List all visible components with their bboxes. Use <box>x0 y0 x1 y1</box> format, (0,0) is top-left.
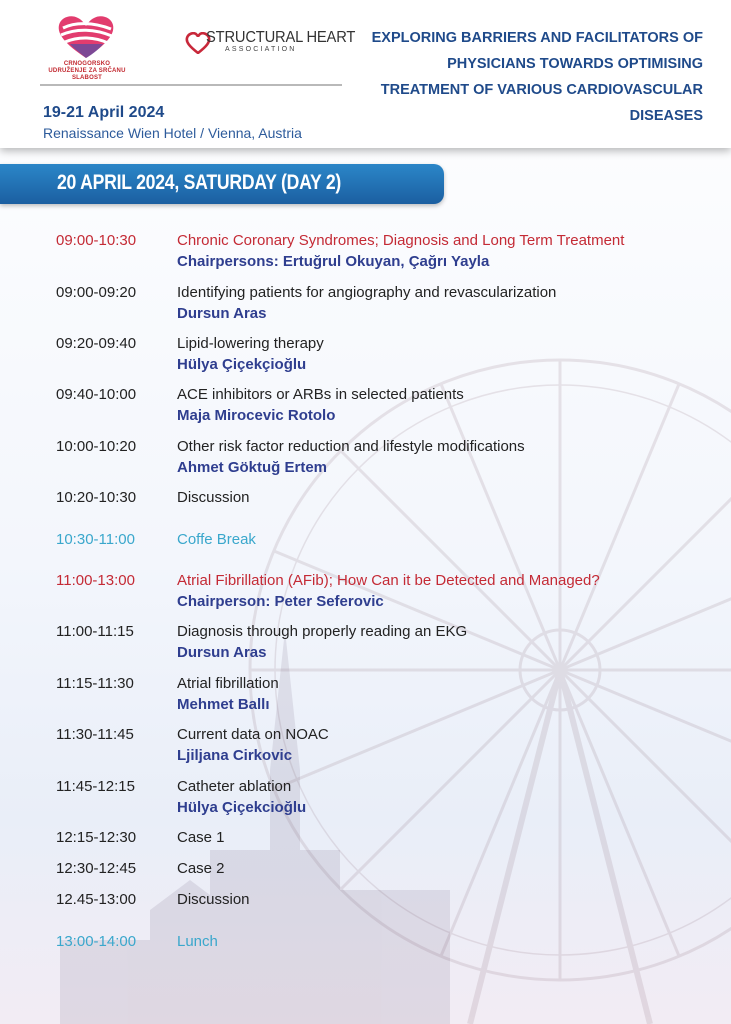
talk-speaker: Ljiljana Cirkovic <box>177 747 293 764</box>
partner-subtitle: ASSOCIATION <box>225 46 297 53</box>
talk-title: ACE inhibitors or ARBs in selected patients <box>177 386 464 403</box>
break-title: Lunch <box>177 933 218 950</box>
event-title-line: PHYSICIANS TOWARDS OPTIMISING <box>447 56 703 72</box>
talk-time: 12:15-12:30 <box>56 829 137 846</box>
partner-name: STRUCTURAL HEART <box>206 29 356 46</box>
header-divider <box>40 84 342 86</box>
event-title-line: TREATMENT OF VARIOUS CARDIOVASCULAR <box>380 82 703 98</box>
talk-title: Discussion <box>177 489 250 506</box>
break-title: Coffe Break <box>177 531 256 548</box>
talk-time: 11:30-11:45 <box>56 726 134 743</box>
session-title: Atrial Fibrillation (AFib); How Can it be Detected and Managed? <box>177 572 600 589</box>
talk-speaker: Ahmet Göktuğ Ertem <box>177 459 328 476</box>
talk-time: 10:20-10:30 <box>56 489 137 506</box>
event-title-line: EXPLORING BARRIERS AND FACILITATORS OF <box>371 30 703 46</box>
page-header <box>0 0 731 148</box>
talk-speaker: Maja Mirocevic Rotolo <box>177 407 336 424</box>
talk-time: 09:20-09:40 <box>56 335 137 352</box>
talk-title: Current data on NOAC <box>177 726 329 743</box>
event-title-line: DISEASES <box>629 108 703 124</box>
talk-speaker: Dursun Aras <box>177 644 267 661</box>
session-title: Chronic Coronary Syndromes; Diagnosis and Long Term Treatment <box>177 232 625 249</box>
event-title <box>363 25 703 129</box>
talk-time: 11:00-11:15 <box>56 623 134 640</box>
session-chairpersons: Chairperson: Peter Seferovic <box>177 593 384 610</box>
day-banner-label: 20 APRIL 2024, SATURDAY (DAY 2) <box>57 171 342 194</box>
event-venue: Renaissance Wien Hotel / Vienna, Austria <box>43 125 302 141</box>
session-time: 11:00-13:00 <box>56 572 135 589</box>
heart-failure-association-logo <box>55 14 117 60</box>
talk-time: 12:30-12:45 <box>56 860 137 877</box>
logo-caption: CRNOGORSKO UDRUŽENJE ZA SRČANU SLABOST <box>48 61 126 81</box>
talk-speaker: Dursun Aras <box>177 305 267 322</box>
talk-title: Identifying patients for angiography and revascularization <box>177 284 557 301</box>
talk-speaker: Mehmet Ballı <box>177 696 270 713</box>
talk-time: 10:00-10:20 <box>56 438 137 455</box>
talk-title: Case 2 <box>177 860 225 877</box>
session-time: 09:00-10:30 <box>56 232 137 249</box>
talk-title: Catheter ablation <box>177 778 292 795</box>
event-dates: 19-21 April 2024 <box>43 104 165 121</box>
talk-title: Case 1 <box>177 829 225 846</box>
talk-time: 11:15-11:30 <box>56 675 134 692</box>
talk-title: Lipid-lowering therapy <box>177 335 324 352</box>
talk-title: Other risk factor reduction and lifestyle modifications <box>177 438 525 455</box>
talk-time: 12.45-13:00 <box>56 891 137 908</box>
talk-title: Diagnosis through properly reading an EKG <box>177 623 468 640</box>
talk-title: Atrial fibrillation <box>177 675 279 692</box>
talk-time: 09:00-09:20 <box>56 284 137 301</box>
talk-speaker: Hülya Çiçekçioğlu <box>177 356 307 373</box>
session-chairpersons: Chairpersons: Ertuğrul Okuyan, Çağrı Yayla <box>177 253 490 270</box>
talk-title: Discussion <box>177 891 250 908</box>
break-time: 10:30-11:00 <box>56 531 135 548</box>
talk-time: 11:45-12:15 <box>56 778 135 795</box>
break-time: 13:00-14:00 <box>56 933 137 950</box>
talk-time: 09:40-10:00 <box>56 386 137 403</box>
day-banner <box>0 164 444 204</box>
talk-speaker: Hülya Çiçekcioğlu <box>177 799 307 816</box>
